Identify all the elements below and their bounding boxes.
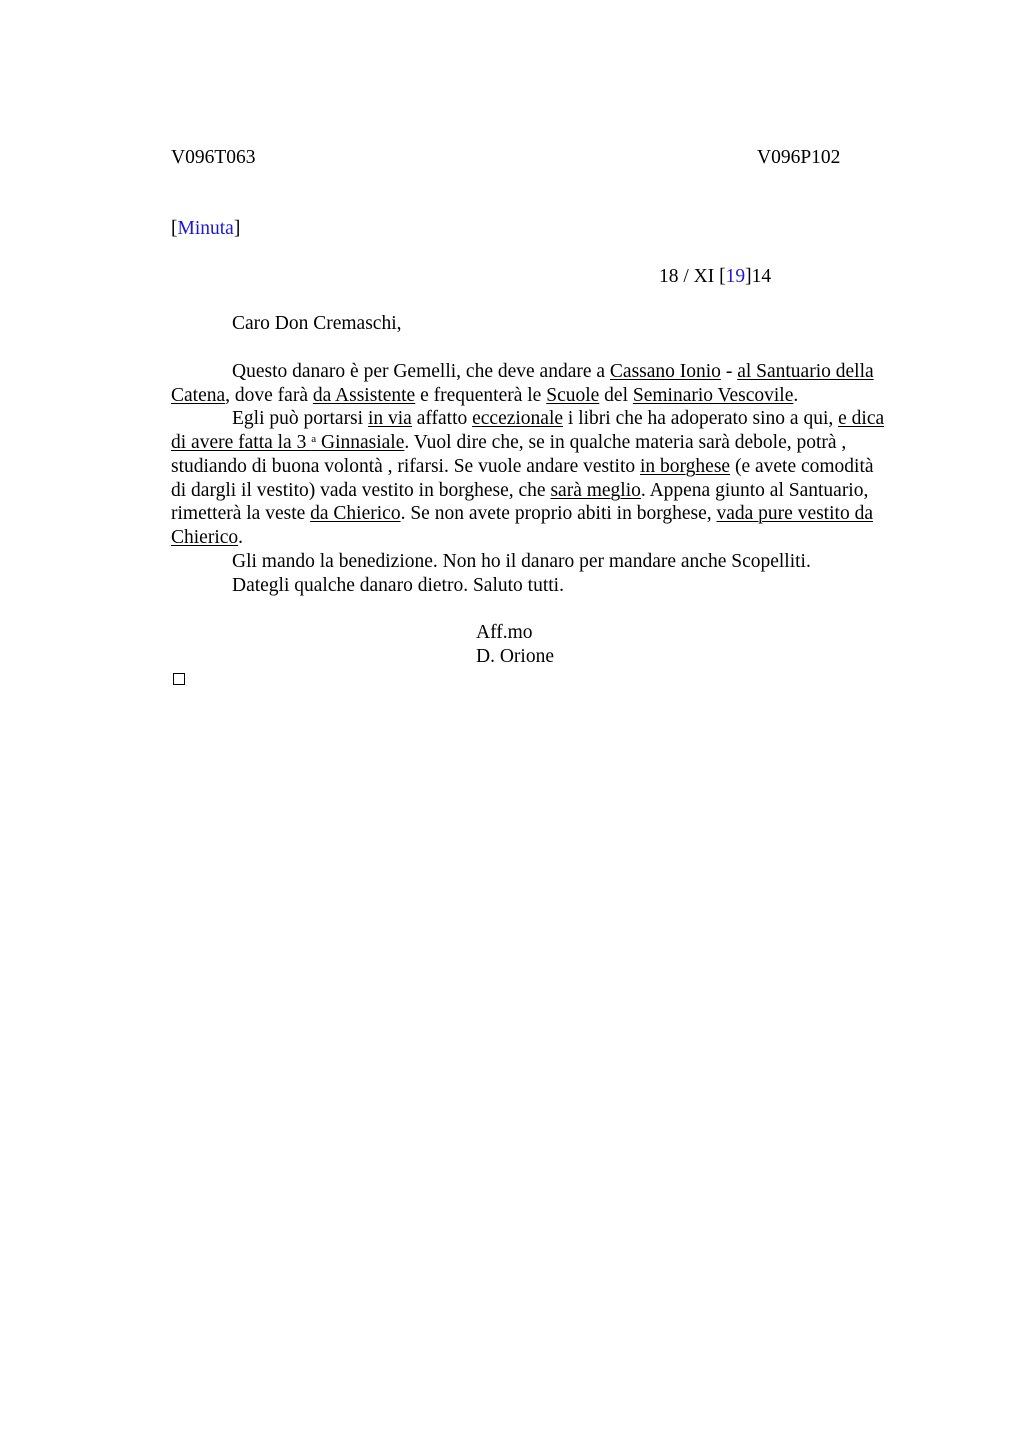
underlined-place: Cassano Ionio (609, 361, 721, 382)
salutation: Caro Don Cremaschi, (232, 313, 402, 334)
ordinal-superscript: a (311, 433, 317, 445)
draft-label-text: Minuta (177, 218, 234, 239)
underlined-term: eccezionale (472, 408, 564, 429)
text-run: studiando di buona volontà , rifarsi. Se vuole andare vestito (171, 456, 640, 477)
bracket-open: [ (171, 218, 178, 239)
underlined-term: in borghese (639, 456, 731, 477)
text-run: affatto (411, 408, 473, 429)
body-line-8 (171, 527, 243, 549)
header-right-code: V096P102 (757, 147, 841, 168)
underlined-phrase (171, 432, 404, 453)
header-left-code: V096T063 (171, 147, 256, 168)
body-line-3 (232, 408, 884, 430)
underlined-place: Catena (171, 385, 226, 406)
bracket-close: ] (233, 218, 241, 239)
date-century: 19 (725, 266, 746, 287)
underlined-place: al Santuario della (737, 361, 874, 382)
underlined-term: Scuole (546, 385, 600, 406)
text-run: del (599, 385, 633, 406)
text-run: . (793, 385, 799, 406)
text-run: . Vuol dire che, se in qualche materia sarà debole, potrà , (404, 432, 847, 453)
text-run: di avere fatta la 3 (171, 432, 312, 453)
underlined-term: in via (367, 408, 412, 429)
underlined-term: Chierico (171, 527, 239, 548)
text-run: (e avete comodità (730, 456, 874, 477)
text-run: . Se non avete proprio abiti in borghese, (400, 503, 717, 524)
body-line-9: Gli mando la benedizione. Non ho il danaro per mandare anche Scopelliti. (232, 551, 811, 572)
signature-name: D. Orione (476, 646, 554, 667)
draft-label (171, 218, 240, 240)
text-run: Ginnasiale (316, 432, 405, 453)
text-run: i libri che ha adoperato sino a qui, (563, 408, 839, 429)
underlined-role: da Assistente (312, 385, 416, 406)
body-line-7 (171, 503, 873, 525)
body-line-2 (171, 385, 798, 407)
text-run: Egli può portarsi (232, 408, 368, 429)
end-marker-box-icon (173, 673, 185, 685)
letter-date (659, 266, 771, 288)
text-run: - (720, 361, 738, 382)
text-run: e frequenterà le (415, 385, 547, 406)
text-run: di dargli il vestito) vada vestito in borghese, che (171, 480, 551, 501)
text-run: . (238, 527, 244, 548)
underlined-term: da Chierico (310, 503, 401, 524)
date-suffix: ]14 (745, 266, 772, 287)
closing-line-1: Aff.mo (476, 622, 533, 643)
body-line-10: Dategli qualche danaro dietro. Saluto tutti. (232, 575, 564, 596)
date-prefix: 18 / XI [ (659, 266, 726, 287)
underlined-phrase: vada pure vestito da (716, 503, 873, 524)
underlined-phrase: e dica (838, 408, 885, 429)
body-line-5 (171, 456, 874, 478)
text-run: rimetterà la veste (171, 503, 311, 524)
text-run: Questo danaro è per Gemelli, che deve andare a (232, 361, 610, 382)
body-line-6 (171, 480, 868, 502)
body-line-1 (232, 361, 874, 383)
body-line-4 (171, 432, 846, 454)
text-run: , dove farà (225, 385, 313, 406)
text-run: . Appena giunto al Santuario, (640, 480, 869, 501)
underlined-term: sarà meglio (550, 480, 641, 501)
underlined-term: Seminario Vescovile (632, 385, 794, 406)
